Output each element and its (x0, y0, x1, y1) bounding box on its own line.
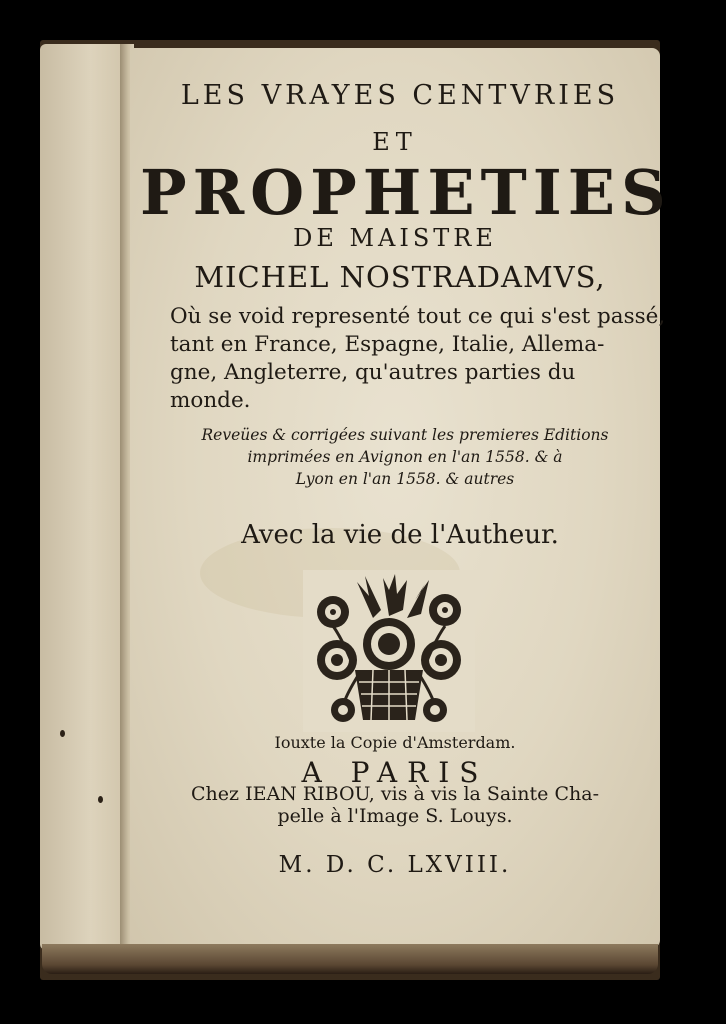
book-bottom-edge (42, 944, 658, 974)
revision-line: Reveües & corrigées suivant les premieres Editions (201, 426, 609, 444)
title-line-centuries: LES VRAYES CENTVRIES (180, 80, 620, 111)
description-block (170, 303, 666, 415)
title-line-de-maistre: DE MAISTRE (293, 224, 497, 252)
revision-line: Lyon en l'an 1558. & autres (295, 470, 515, 488)
flower-basket-woodcut (303, 570, 475, 732)
worm-hole (60, 730, 65, 737)
printer-line: Chez IEAN RIBOU, vis à vis la Sainte Cha- (191, 783, 599, 805)
author-name: MICHEL NOSTRADAMVS, (194, 260, 606, 294)
title-line-propheties: PROPHETIES (140, 156, 672, 229)
revision-line: imprimées en Avignon en l'an 1558. & à (247, 448, 563, 466)
left-flyleaf (40, 44, 132, 950)
life-of-author-line: Avec la vie de l'Autheur. (241, 520, 559, 550)
worm-hole (98, 796, 103, 803)
publication-date: M. D. C. LXVIII. (278, 852, 512, 878)
description-line: monde. (170, 388, 251, 413)
description-line: tant en France, Espagne, Italie, Allema- (170, 332, 605, 357)
description-line: gne, Angleterre, qu'autres parties du (170, 360, 576, 385)
title-line-et: ET (372, 128, 418, 156)
revision-note (165, 424, 645, 490)
city-line: A PARIS (301, 756, 489, 789)
printer-line: pelle à l'Image S. Louys. (277, 805, 513, 827)
description-line: Où se void representé tout ce qui s'est passé, (170, 304, 666, 329)
copy-line: Iouxte la Copie d'Amsterdam. (274, 733, 516, 752)
